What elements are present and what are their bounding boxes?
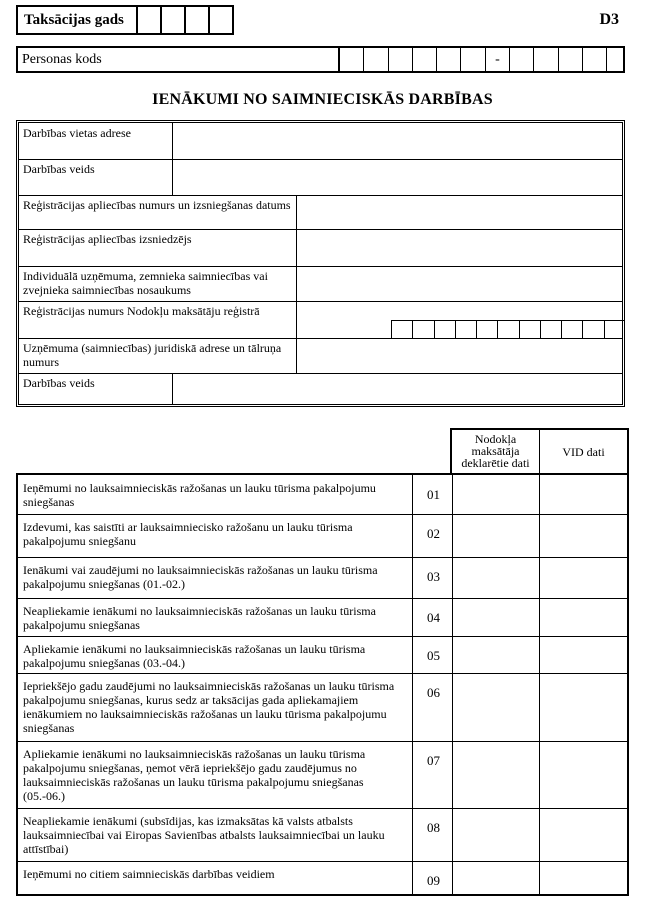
tax-year-digit-3[interactable] [186,7,210,33]
row-label: Apliekamie ienākumi no lauksaimnieciskās ražošanas un lauku tūrisma pakalpojumu sniegšanas (03.-04.) [23,642,366,670]
row-number: 08 [427,820,440,835]
vid-value-cell[interactable] [541,741,627,808]
declared-value-cell[interactable] [454,514,539,557]
row-label: Izdevumi, kas saistīti ar lauksaimniecisko ražošanu un lauku tūrisma pakalpojumu sniegšanu [23,520,353,548]
personal-code-box [16,46,625,73]
tax-year-digit-1[interactable] [138,7,162,33]
row-number: 09 [427,873,440,888]
table-body [16,473,629,896]
row-label: Ieņēmumi no lauksaimnieciskās ražošanas un lauku tūrisma pakalpojumu sniegšanas [23,481,376,509]
tax-year-digit-4[interactable] [210,7,232,33]
personal-code-digit[interactable] [437,48,461,71]
row-label: Ienākumi vai zaudējumi no lauksaimnieciskās ražošanas un lauku tūrisma pakalpojumu sniegšanas (01.-02.) [23,563,378,591]
reg-cert-number-label: Reģistrācijas apliecības numurs un izsniegšanas datums [23,198,291,212]
personal-code-digit[interactable] [534,48,558,71]
personal-code-digit[interactable] [510,48,534,71]
vid-value-cell[interactable] [541,598,627,636]
vid-value-cell[interactable] [541,475,627,514]
activity-address-row [19,123,622,160]
row-number: 06 [427,685,440,700]
enterprise-name-label: Individuālā uzņēmuma, zemnieka saimniecības vai zvejnieka saimniecības nosaukums [23,269,268,297]
vid-value-cell[interactable] [541,514,627,557]
row-label: Apliekamie ienākumi no lauksaimnieciskās ražošanas un lauku tūrisma pakalpojumu sniegšanas, ņemot vērā iepriekšējo gadu zaudējumus no lauksaimnieciskās ražošanas un lauku tūrisma pakalpojumu sniegšanas (05.-06.) [23,747,366,803]
declared-value-cell[interactable] [454,475,539,514]
declared-value-cell[interactable] [454,636,539,673]
personal-code-digit[interactable] [389,48,413,71]
table-row [18,598,627,637]
table-row [18,514,627,558]
personal-code-digit[interactable] [340,48,364,71]
col-header-declared: Nodokļa maksātāja deklarētie dati [452,430,540,475]
activity-type-label-2: Darbības veids [23,376,95,390]
form-code: D3 [599,11,619,28]
income-table [16,428,625,892]
row-label: Neapliekamie ienākumi (subsīdijas, kas izmaksātas kā valsts atbalsts lauksaimniecībai vai Eiropas Savienības atbalsts lauksaimniecībai un lauku attīstībai) [23,814,385,856]
taxpayer-reg-number-label: Reģistrācijas numurs Nodokļu maksātāju reģistrā [23,304,260,318]
personal-code-digit[interactable] [607,48,623,71]
row-number: 05 [427,648,440,663]
declared-value-cell[interactable] [454,861,539,894]
legal-address-label: Uzņēmuma (saimniecības) juridiskā adrese un tālruņa numurs [23,341,282,369]
personal-code-digit[interactable] [583,48,607,71]
table-row [18,475,627,515]
activity-type-row-2 [19,373,622,404]
table-header [450,428,629,475]
personal-code-label: Personas kods [18,48,340,71]
table-row [18,636,627,674]
row-label: Iepriekšējo gadu zaudējumi no lauksaimnieciskās ražošanas un lauku tūrisma pakalpojumu sniegšanas, kurus sedz ar taksācijas gada apliekamajiem ienākumiem no lauksaimnieciskās ražošanas un lauku tūrisma pakalpojumu sniegšanas [23,679,395,735]
declared-value-cell[interactable] [454,598,539,636]
reg-cert-issuer-label: Reģistrācijas apliecības izsniedzējs [23,232,192,246]
tax-year-box [16,5,234,35]
activity-info-section [16,120,625,407]
personal-code-digit[interactable] [413,48,437,71]
declared-value-cell[interactable] [454,673,539,741]
vid-value-cell[interactable] [541,636,627,673]
row-number: 02 [427,526,440,541]
table-row [18,741,627,809]
activity-type-label: Darbības veids [23,162,95,176]
personal-code-separator: - [486,48,510,71]
activity-type-row [19,159,622,196]
activity-address-label: Darbības vietas adrese [23,126,131,140]
personal-code-digit[interactable] [559,48,583,71]
table-row [18,557,627,599]
reg-cert-number-row [19,195,622,230]
declared-value-cell[interactable] [454,741,539,808]
row-label: Ieņēmumi no citiem saimnieciskās darbības veidiem [23,867,275,881]
col-header-vid: VID dati [562,445,605,459]
table-row [18,673,627,742]
reg-number-cells[interactable] [391,320,625,339]
table-row [18,861,627,894]
vid-value-cell[interactable] [541,861,627,894]
row-number: 03 [427,569,440,584]
vid-value-cell[interactable] [541,808,627,861]
vid-value-cell[interactable] [541,673,627,741]
tax-year-label: Taksācijas gads [18,7,138,33]
row-number: 07 [427,753,440,768]
declared-value-cell[interactable] [454,557,539,598]
row-number: 04 [427,610,440,625]
table-row [18,808,627,862]
row-number: 01 [427,487,440,502]
reg-cert-issuer-row [19,229,622,267]
personal-code-digit[interactable] [364,48,388,71]
personal-code-digit[interactable] [461,48,485,71]
enterprise-name-row [19,266,622,302]
tax-year-digit-2[interactable] [162,7,186,33]
page-title: IENĀKUMI NO SAIMNIECISKĀS DARBĪBAS [152,91,493,108]
vid-value-cell[interactable] [541,557,627,598]
declared-value-cell[interactable] [454,808,539,861]
legal-address-row [19,338,622,374]
row-label: Neapliekamie ienākumi no lauksaimnieciskās ražošanas un lauku tūrisma pakalpojumu sniegšanas [23,604,376,632]
